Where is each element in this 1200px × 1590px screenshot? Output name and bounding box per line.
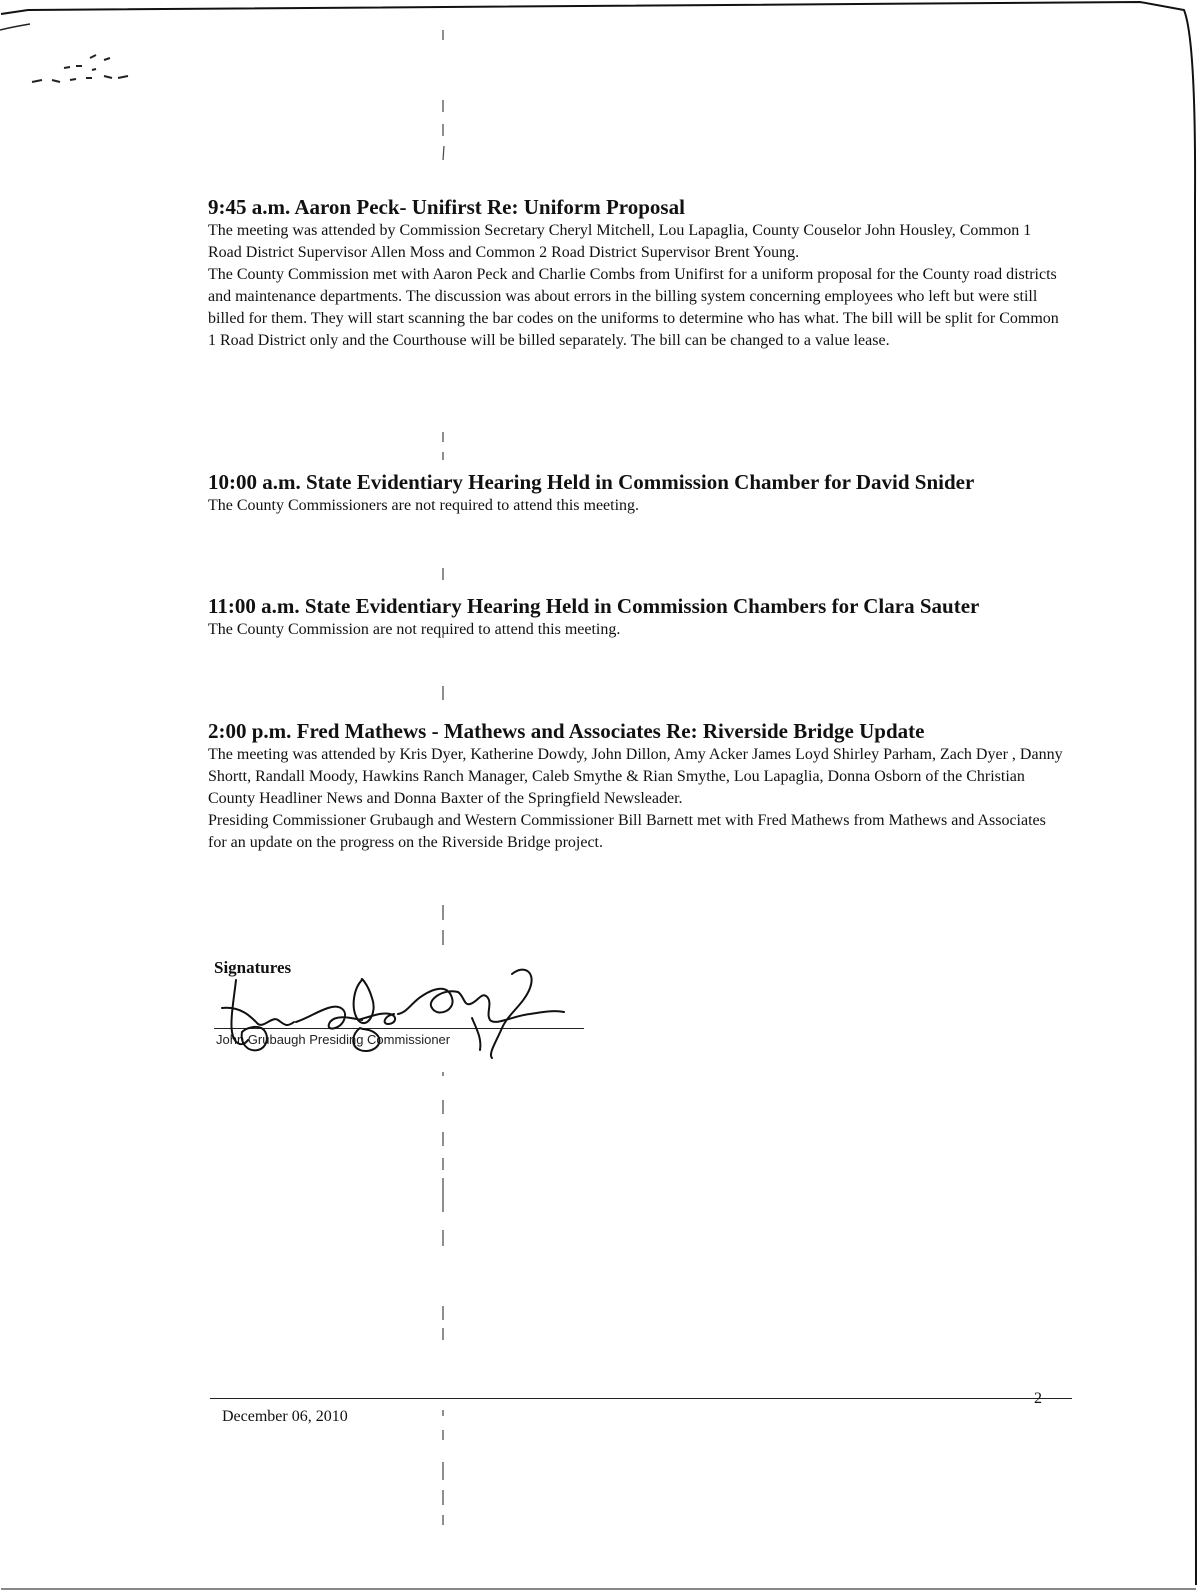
page-number: 2	[1034, 1390, 1042, 1407]
agenda-item-hearing-clara-sauter	[208, 593, 1008, 641]
discussion-paragraph: Presiding Commissioner Grubaugh and Western Commissioner Bill Barnett met with Fred Mathews from Mathews and Associates for an update on the progress on the Riverside Bridge project.	[208, 812, 1046, 851]
agenda-item-heading: 11:00 a.m. State Evidentiary Hearing Held in Commission Chambers for Clara Sauter	[208, 594, 980, 618]
attendance-paragraph: The meeting was attended by Commission Secretary Cheryl Mitchell, Lou Lapaglia, County Couselor John Housley, Common 1 Road District Supervisor Allen Moss and Common 2 Road District Supervisor Brent Young.	[208, 222, 1032, 261]
agenda-item-riverside-bridge	[208, 718, 1068, 854]
handwritten-signature	[212, 958, 572, 1068]
note-paragraph: The County Commission are not required to attend this meeting.	[208, 621, 621, 638]
agenda-item-uniform-proposal	[208, 194, 1068, 352]
signature-caption: John Grubaugh Presiding Commissioner	[216, 1032, 451, 1047]
agenda-item-heading: 10:00 a.m. State Evidentiary Hearing Held in Commission Chamber for David Snider	[208, 470, 975, 494]
agenda-item-hearing-david-snider	[208, 469, 1008, 517]
footer-rule	[210, 1398, 1072, 1399]
agenda-item-heading: 9:45 a.m. Aaron Peck- Unifirst Re: Uniform Proposal	[208, 195, 685, 219]
discussion-paragraph: The County Commission met with Aaron Peck and Charlie Combs from Unifirst for a uniform proposal for the County road districts and maintenance departments. The discussion was about errors in the billing system concerning employees who left but were still billed for them. They will start scanning the bar codes on the uniforms to determine who has what. The bill will be split for Common 1 Road District only and the Courthouse will be billed separately. The bill can be changed to a value lease.	[208, 266, 1059, 349]
note-paragraph: The County Commissioners are not required to attend this meeting.	[208, 497, 640, 514]
signatures-heading: Signatures	[214, 958, 292, 977]
agenda-item-heading: 2:00 p.m. Fred Mathews - Mathews and Associates Re: Riverside Bridge Update	[208, 719, 925, 743]
attendance-paragraph: The meeting was attended by Kris Dyer, Katherine Dowdy, John Dillon, Amy Acker James Loyd Shirley Parham, Zach Dyer , Danny Shortt, Randall Moody, Hawkins Ranch Manager, Caleb Smythe & Rian Smythe, Lou Lapaglia, Donna Osborn of the Christian County Headliner News and Donna Baxter of the Springfield Newsleader.	[208, 746, 1063, 807]
footer-date: December 06, 2010	[222, 1408, 348, 1425]
